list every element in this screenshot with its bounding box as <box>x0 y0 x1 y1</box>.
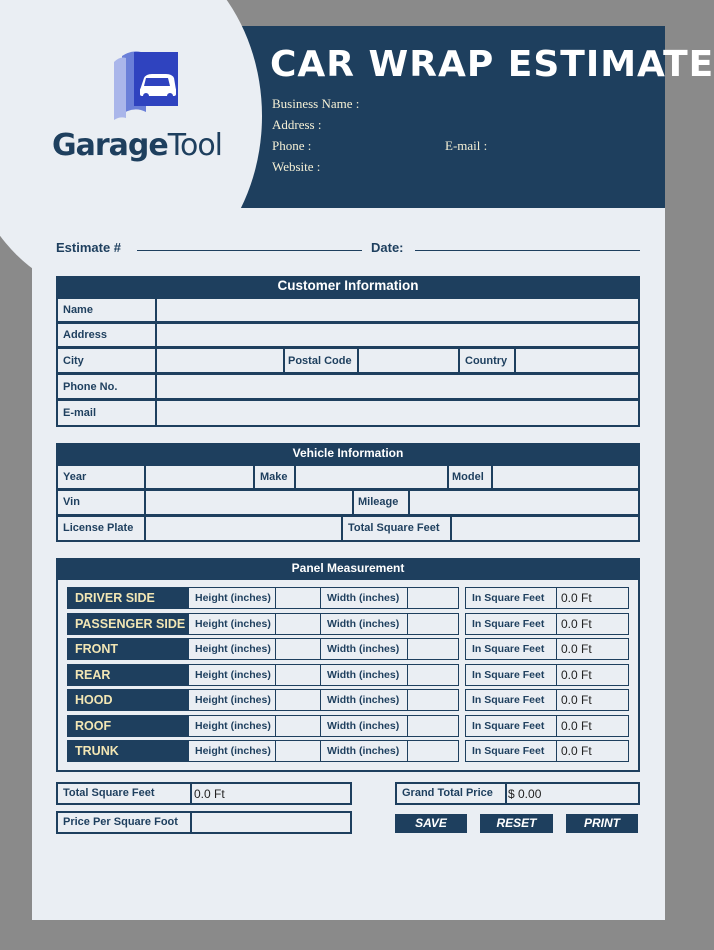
width-label-text: Width (inches) <box>327 720 400 732</box>
panel-row-name: FRONT <box>67 638 189 660</box>
address-field-label: Address <box>63 329 108 341</box>
in-sqft-label <box>465 664 557 686</box>
height-label-text: Height (inches) <box>195 720 271 732</box>
in-sqft-label-text: In Square Feet <box>472 643 545 655</box>
in-sqft-label <box>465 587 557 609</box>
total-sqft-value: 0.0 Ft <box>194 787 225 801</box>
name-input[interactable] <box>155 297 640 323</box>
height-input[interactable] <box>275 740 321 762</box>
height-label <box>188 715 276 737</box>
phone-input[interactable] <box>155 373 640 400</box>
vin-input[interactable] <box>144 489 354 516</box>
in-sqft-label-text: In Square Feet <box>472 720 545 732</box>
width-input[interactable] <box>407 664 459 686</box>
width-label <box>320 664 408 686</box>
panel-row-name: PASSENGER SIDE <box>67 613 189 635</box>
in-sqft-value: 0.0 Ft <box>561 591 592 605</box>
panel-row-name: REAR <box>67 664 189 686</box>
reset-button[interactable]: RESET <box>480 814 553 833</box>
website-label: Website : <box>272 159 321 174</box>
height-label <box>188 613 276 635</box>
header-banner <box>32 26 714 208</box>
height-label <box>188 740 276 762</box>
height-input[interactable] <box>275 587 321 609</box>
make-label: Make <box>260 471 288 483</box>
panel-row-name: HOOD <box>67 689 189 711</box>
width-label-text: Width (inches) <box>327 643 400 655</box>
width-label <box>320 740 408 762</box>
in-sqft-value: 0.0 Ft <box>561 719 592 733</box>
in-sqft-value-box[interactable] <box>556 689 629 711</box>
height-label-text: Height (inches) <box>195 669 271 681</box>
in-sqft-label-text: In Square Feet <box>472 592 545 604</box>
grand-total-label: Grand Total Price <box>402 787 493 799</box>
width-input[interactable] <box>407 740 459 762</box>
grand-total-value: $ 0.00 <box>508 787 542 801</box>
panel-row-name: DRIVER SIDE <box>67 587 189 609</box>
in-sqft-label <box>465 638 557 660</box>
height-label-text: Height (inches) <box>195 618 271 630</box>
logo-wordmark: GarageTool <box>52 128 223 163</box>
model-input[interactable] <box>491 464 640 490</box>
date-field[interactable] <box>415 250 640 251</box>
in-sqft-label <box>465 613 557 635</box>
in-sqft-label <box>465 740 557 762</box>
in-sqft-label-text: In Square Feet <box>472 745 545 757</box>
price-per-sqft-input[interactable] <box>190 811 352 834</box>
panel-measurement-header: Panel Measurement <box>56 558 640 579</box>
print-button[interactable]: PRINT <box>566 814 638 833</box>
height-input[interactable] <box>275 664 321 686</box>
in-sqft-value: 0.0 Ft <box>561 744 592 758</box>
height-label-text: Height (inches) <box>195 592 271 604</box>
address-input[interactable] <box>155 322 640 348</box>
width-label-text: Width (inches) <box>327 618 400 630</box>
height-label <box>188 638 276 660</box>
in-sqft-label-text: In Square Feet <box>472 694 545 706</box>
width-label-text: Width (inches) <box>327 592 400 604</box>
price-per-sqft-label: Price Per Square Foot <box>63 816 178 828</box>
city-label: City <box>63 355 84 367</box>
in-sqft-value: 0.0 Ft <box>561 617 592 631</box>
width-input[interactable] <box>407 587 459 609</box>
total-sqft-label: Total Square Feet <box>63 787 155 799</box>
width-input[interactable] <box>407 613 459 635</box>
height-label-text: Height (inches) <box>195 694 271 706</box>
width-label-text: Width (inches) <box>327 694 400 706</box>
in-sqft-value-box[interactable] <box>556 587 629 609</box>
width-input[interactable] <box>407 638 459 660</box>
phone-no-label: Phone No. <box>63 381 118 393</box>
width-label <box>320 715 408 737</box>
vehicle-total-sqft-input[interactable] <box>450 515 640 542</box>
form-page <box>32 26 714 920</box>
in-sqft-value: 0.0 Ft <box>561 668 592 682</box>
height-label-text: Height (inches) <box>195 643 271 655</box>
in-sqft-value-box[interactable] <box>556 638 629 660</box>
customer-info-header: Customer Information <box>56 276 640 297</box>
in-sqft-value: 0.0 Ft <box>561 642 592 656</box>
license-plate-input[interactable] <box>144 515 343 542</box>
estimate-number-field[interactable] <box>137 250 362 251</box>
phone-label: Phone : <box>272 138 312 153</box>
city-input[interactable] <box>155 347 285 374</box>
panel-row-name: ROOF <box>67 715 189 737</box>
in-sqft-value: 0.0 Ft <box>561 693 592 707</box>
height-input[interactable] <box>275 613 321 635</box>
email-label: E-mail : <box>445 138 488 153</box>
height-label <box>188 587 276 609</box>
save-button[interactable]: SAVE <box>395 814 467 833</box>
width-label <box>320 638 408 660</box>
in-sqft-label <box>465 715 557 737</box>
country-label: Country <box>465 355 508 367</box>
name-label: Name <box>63 304 93 316</box>
width-label-text: Width (inches) <box>327 669 400 681</box>
height-input[interactable] <box>275 715 321 737</box>
business-name-label: Business Name : <box>272 96 360 111</box>
height-label-text: Height (inches) <box>195 745 271 757</box>
in-sqft-value-box[interactable] <box>556 740 629 762</box>
mileage-input[interactable] <box>408 489 640 516</box>
height-input[interactable] <box>275 638 321 660</box>
mileage-label: Mileage <box>358 496 399 508</box>
height-label <box>188 689 276 711</box>
vehicle-total-sqft-label: Total Square Feet <box>348 522 440 534</box>
page-title: CAR WRAP ESTIMATE <box>270 44 714 85</box>
width-label <box>320 613 408 635</box>
width-label <box>320 587 408 609</box>
address-label: Address : <box>272 117 322 132</box>
make-input[interactable] <box>294 464 449 490</box>
width-label-text: Width (inches) <box>327 745 400 757</box>
width-input[interactable] <box>407 715 459 737</box>
license-plate-label: License Plate <box>63 522 134 534</box>
height-label <box>188 664 276 686</box>
date-label: Date: <box>371 240 404 255</box>
panel-row-name: TRUNK <box>67 740 189 762</box>
customer-email-label: E-mail <box>63 407 97 419</box>
estimate-number-label: Estimate # <box>56 240 122 255</box>
postal-code-input[interactable] <box>357 347 460 374</box>
width-input[interactable] <box>407 689 459 711</box>
country-input[interactable] <box>514 347 640 374</box>
car-wrap-logo-icon <box>104 48 184 124</box>
in-sqft-value-box[interactable] <box>556 715 629 737</box>
in-sqft-label-text: In Square Feet <box>472 669 545 681</box>
height-input[interactable] <box>275 689 321 711</box>
in-sqft-label-text: In Square Feet <box>472 618 545 630</box>
postal-code-label: Postal Code <box>288 355 352 367</box>
model-label: Model <box>452 471 484 483</box>
in-sqft-value-box[interactable] <box>556 613 629 635</box>
vehicle-info-header: Vehicle Information <box>56 443 640 464</box>
width-label <box>320 689 408 711</box>
year-label: Year <box>63 471 87 483</box>
email-input[interactable] <box>155 399 640 427</box>
in-sqft-value-box[interactable] <box>556 664 629 686</box>
year-input[interactable] <box>144 464 255 490</box>
vin-label: Vin <box>63 496 80 508</box>
in-sqft-label <box>465 689 557 711</box>
